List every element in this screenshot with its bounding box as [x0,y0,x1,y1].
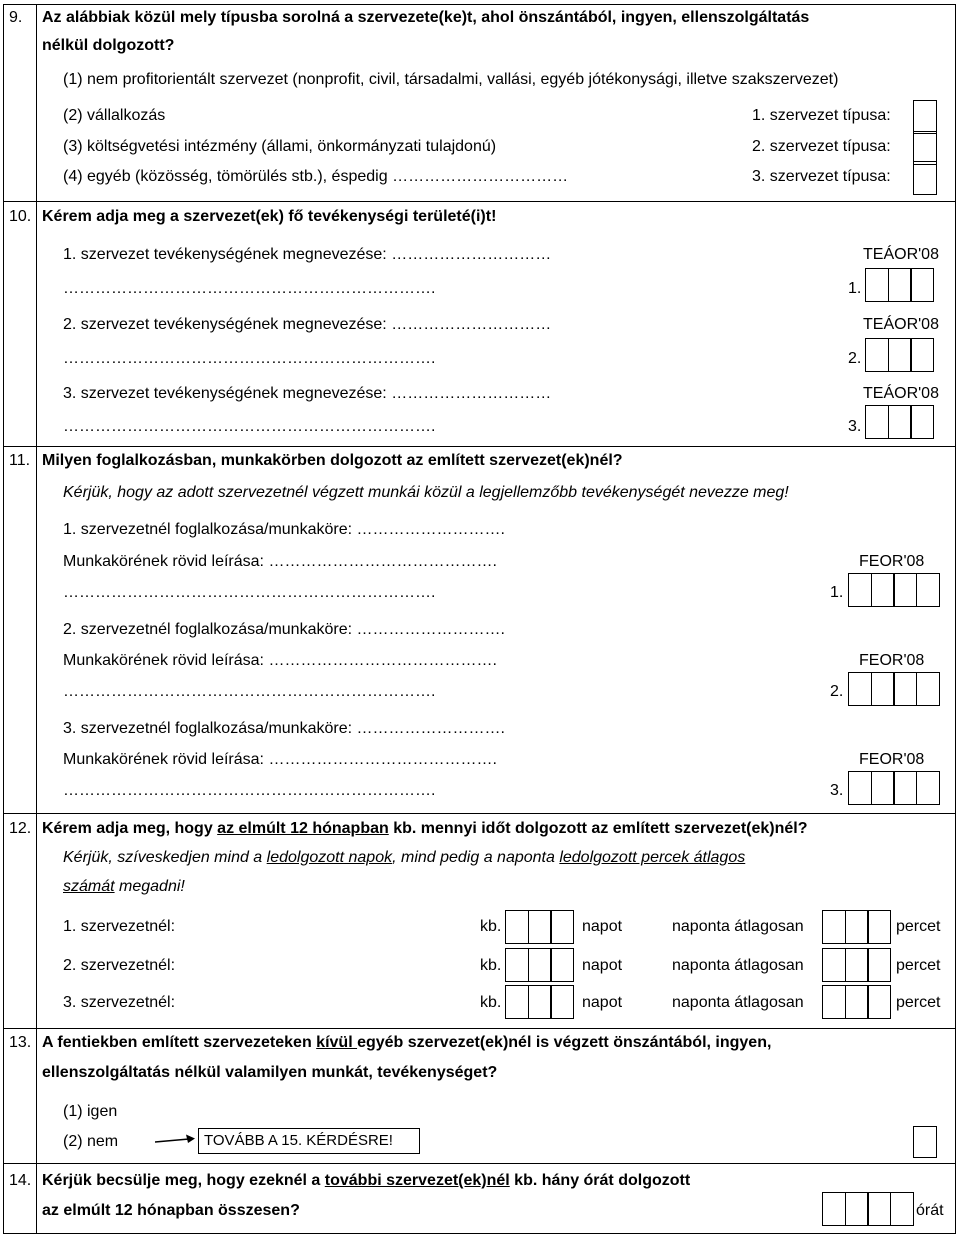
question-12-text: Kérem adja meg, hogy az elmúlt 12 hónapban kb. mennyi időt dolgozott az említett szervezet(ek)nél? [42,820,808,837]
q12-daily-avg-label: naponta átlagosan [672,957,804,974]
q12-org-3-label: 3. szervezetnél: [63,994,176,1011]
question-13-text: A fentiekben említett szervezeteken kívül egyéb szervezet(ek)nél is végzett önszántából, ingyen, [42,1034,772,1051]
question-12-number: 12. [9,820,32,837]
question-12-instruction-2: számát megadni! [63,878,185,895]
q12-org-1-label: 1. szervezetnél: [63,918,176,935]
q12-daily-avg-label: naponta átlagosan [672,918,804,935]
q9-option-3: (3) költségvetési intézmény (állami, önkormányzati tulajdonú) [63,138,497,155]
q11-job-3-label: 3. szervezetnél foglalkozása/munkaköre: ………………………. [63,720,505,737]
question-11-number: 11. [9,452,31,469]
q11-desc-3-fill-line: ……………………………………. [268,751,497,768]
q13-option-no: (2) nem [63,1133,119,1150]
q11-desc-1-label: Munkakörének rövid leírása: ……………………………………. [63,553,497,570]
q11-job-1-label: 1. szervezetnél foglalkozása/munkaköre: ………………………. [63,521,505,538]
q11-feor-label: FEOR'08 [859,751,925,768]
q11-desc-2-fill-line-2: ……………………………………………………………. [63,683,436,700]
q10-activity-3-fill-line-2: ……………………………………………………………. [63,418,436,435]
q10-code-2-number: 2. [848,350,862,367]
q10-activity-3-label: 3. szervezet tevékenységének megnevezése: ………………………… [63,385,552,402]
q12-org-3-minutes-boxes[interactable] [822,985,890,1019]
q11-desc-3-fill-line-2: ……………………………………………………………. [63,782,436,799]
q12-kb-label: kb. [480,994,502,1011]
divider [3,1163,956,1164]
q10-code-2-boxes[interactable] [865,338,933,372]
q12-org-2-minutes-boxes[interactable] [822,948,890,982]
q12-org-1-days-boxes[interactable] [505,910,573,944]
q13-option-yes: (1) igen [63,1103,118,1120]
question-10-number: 10. [9,208,32,225]
q12-minutes-label: percet [896,957,941,974]
q9-option-4-fill-line: …………………………… [392,168,569,185]
question-9-number: 9. [9,9,23,26]
q9-type-1-label: 1. szervezet típusa: [752,107,891,124]
q11-desc-3-label: Munkakörének rövid leírása: ……………………………………. [63,751,497,768]
question-14-text: Kérjük becsülje meg, hogy ezeknél a további szervezet(ek)nél kb. hány órát dolgozott [42,1172,691,1189]
q12-kb-label: kb. [480,918,502,935]
q11-code-3-number: 3. [830,782,844,799]
q11-code-1-boxes[interactable] [848,573,938,607]
question-10-text: Kérem adja meg a szervezet(ek) fő tevékenységi területé(i)t! [42,208,497,225]
q9-type-2-box[interactable] [913,131,937,165]
q12-daily-avg-label: naponta átlagosan [672,994,804,1011]
q12-kb-label: kb. [480,957,502,974]
skip-arrow-icon [155,1133,195,1145]
q12-period-underlined: az elmúlt 12 hónapban [217,820,389,837]
divider [3,813,956,814]
q10-activity-2-label: 2. szervezet tevékenységének megnevezése: ………………………… [63,316,552,333]
q10-activity-1-label: 1. szervezet tevékenységének megnevezése: ………………………… [63,246,552,263]
question-14-text-2: az elmúlt 12 hónapban összesen? [42,1202,300,1219]
q10-activity-3-fill-line: ………………………… [391,385,552,402]
q11-feor-label: FEOR'08 [859,553,925,570]
q12-days-label: napot [582,918,623,935]
question-12-instruction: Kérjük, szíveskedjen mind a ledolgozott napok, mind pedig a naponta ledolgozott percek átlagos [63,849,746,866]
q11-feor-label: FEOR'08 [859,652,925,669]
q13-answer-box[interactable] [913,1126,937,1158]
q10-code-1-boxes[interactable] [865,268,933,302]
q11-desc-2-label: Munkakörének rövid leírása: ……………………………………. [63,652,497,669]
q10-activity-1-fill-line: ………………………… [391,246,552,263]
q9-type-1-box[interactable] [913,100,937,134]
q11-desc-1-fill-line: ……………………………………. [268,553,497,570]
q12-minutes-label: percet [896,994,941,1011]
q11-desc-2-fill-line: ……………………………………. [268,652,497,669]
q11-job-1-fill-line: ………………………. [356,521,505,538]
q14-hours-boxes[interactable] [822,1192,912,1226]
q11-job-3-fill-line: ………………………. [356,720,505,737]
q9-option-4: (4) egyéb (közösség, tömörülés stb.), éspedig …………………………… [63,168,569,185]
q12-org-2-days-boxes[interactable] [505,948,573,982]
q11-code-3-boxes[interactable] [848,771,938,805]
q12-days-label: napot [582,994,623,1011]
question-9-text: Az alábbiak közül mely típusba sorolná a szervezete(ke)t, ahol önszántából, ingyen, ellenszolgáltatás [42,9,810,26]
divider [3,1028,956,1029]
q10-activity-2-fill-line: ………………………… [391,316,552,333]
q9-type-3-label: 3. szervezet típusa: [752,168,891,185]
q12-days-label: napot [582,957,623,974]
q11-code-2-boxes[interactable] [848,672,938,706]
divider [3,446,956,447]
q10-teaor-label: TEÁOR'08 [863,316,939,333]
q13-outside-underlined: kívül [316,1034,358,1051]
q14-further-orgs-underlined: további szervezet(ek)nél [324,1172,510,1189]
divider [3,201,956,202]
q11-desc-1-fill-line-2: ……………………………………………………………. [63,584,436,601]
q11-job-2-fill-line: ………………………. [356,621,505,638]
question-11-instruction: Kérjük, hogy az adott szervezetnél végzett munkái közül a legjellemzőbb tevékenységét nevezze meg! [63,484,789,501]
q10-code-3-number: 3. [848,418,862,435]
q10-activity-2-fill-line-2: ……………………………………………………………. [63,350,436,367]
q10-teaor-label: TEÁOR'08 [863,385,939,402]
q12-org-3-days-boxes[interactable] [505,985,573,1019]
question-11-text: Milyen foglalkozásban, munkakörben dolgozott az említett szervezet(ek)nél? [42,452,623,469]
question-14-number: 14. [9,1172,32,1189]
q10-teaor-label: TEÁOR'08 [863,246,939,263]
q10-code-1-number: 1. [848,280,862,297]
q9-type-2-label: 2. szervezet típusa: [752,138,891,155]
q9-option-2: (2) vállalkozás [63,107,166,124]
q11-job-2-label: 2. szervezetnél foglalkozása/munkaköre: ………………………. [63,621,505,638]
q9-type-3-box[interactable] [913,161,937,195]
q10-code-3-boxes[interactable] [865,405,933,439]
q11-code-2-number: 2. [830,683,844,700]
question-13-text-2: ellenszolgáltatás nélkül valamilyen munkát, tevékenységet? [42,1064,498,1081]
q12-org-2-label: 2. szervezetnél: [63,957,176,974]
q9-option-1: (1) nem profitorientált szervezet (nonprofit, civil, társadalmi, vallási, egyéb jótékonysági, illetve szakszervezet) [63,71,839,88]
q10-activity-1-fill-line-2: ……………………………………………………………. [63,280,436,297]
q11-code-1-number: 1. [830,584,844,601]
q12-minutes-label: percet [896,918,941,935]
skip-instruction-box: TOVÁBB A 15. KÉRDÉSRE! [198,1128,420,1154]
q12-org-1-minutes-boxes[interactable] [822,910,890,944]
question-13-number: 13. [9,1034,32,1051]
question-9-text-2: nélkül dolgozott? [42,37,175,54]
q14-hours-label: órát [916,1202,944,1219]
